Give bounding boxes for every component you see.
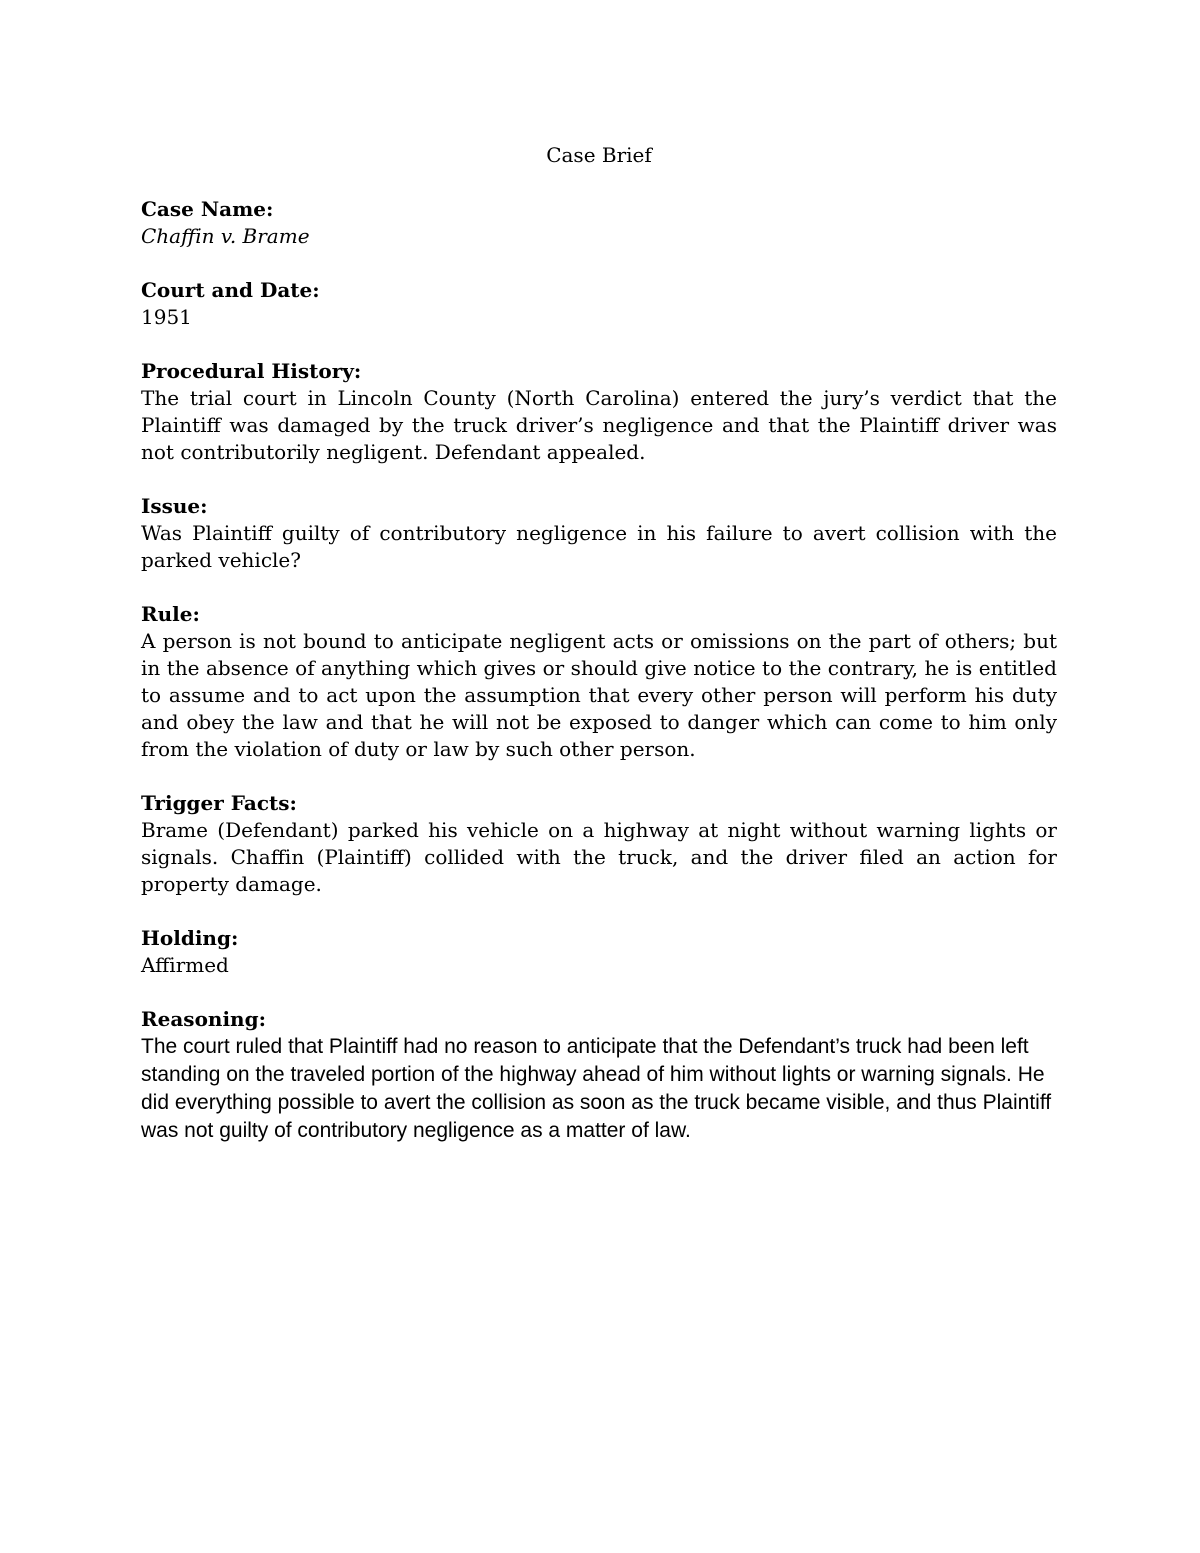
reasoning-text: The court ruled that Plaintiff had no reason to anticipate that the Defendant’s truck had been left standing on the traveled portion of the highway ahead of him without lights or warning signals. He did everything possible to avert the collision as soon as the truck became visible, and thus Plaintiff was not guilty of contributory negligence as a matter of law.	[141, 1035, 1052, 1142]
document-title: Case Brief	[546, 143, 652, 167]
case-name-text: Chaffin v. Brame	[141, 224, 310, 248]
trigger-facts-heading: Trigger Facts:	[141, 791, 297, 815]
reasoning-heading: Reasoning:	[141, 1007, 266, 1031]
section-trigger-facts	[141, 790, 1057, 898]
rule-heading: Rule:	[141, 602, 200, 626]
rule-text: A person is not bound to anticipate negligent acts or omissions on the part of others; but in the absence of anything which gives or should give notice to the contrary, he is entitled to assume and to act upon the assumption that every other person will perform his duty and obey the law and that he will not be exposed to danger which can come to him only from the violation of duty or law by such other person.	[141, 629, 1057, 761]
holding-heading: Holding:	[141, 926, 239, 950]
court-date-heading: Court and Date:	[141, 278, 320, 302]
document-page	[141, 142, 1057, 1172]
issue-text: Was Plaintiff guilty of contributory negligence in his failure to avert collision with the parked vehicle?	[141, 521, 1057, 572]
procedural-history-text: The trial court in Lincoln County (North Carolina) entered the jury’s verdict that the Plaintiff was damaged by the truck driver’s negligence and that the Plaintiff driver was not contributorily negligent. Defendant appealed.	[141, 386, 1057, 464]
section-procedural-history	[141, 358, 1057, 466]
holding-text: Affirmed	[141, 953, 229, 977]
case-name-heading: Case Name:	[141, 197, 274, 221]
section-reasoning	[141, 1006, 1057, 1145]
section-issue	[141, 493, 1057, 574]
section-rule	[141, 601, 1057, 763]
court-date-text: 1951	[141, 305, 192, 329]
section-holding	[141, 925, 1057, 979]
section-court-date	[141, 277, 1057, 331]
section-case-name	[141, 196, 1057, 250]
trigger-facts-text: Brame (Defendant) parked his vehicle on a highway at night without warning lights or signals. Chaffin (Plaintiff) collided with the truck, and the driver filed an action for property damage.	[141, 818, 1057, 896]
procedural-history-heading: Procedural History:	[141, 359, 362, 383]
issue-heading: Issue:	[141, 494, 208, 518]
